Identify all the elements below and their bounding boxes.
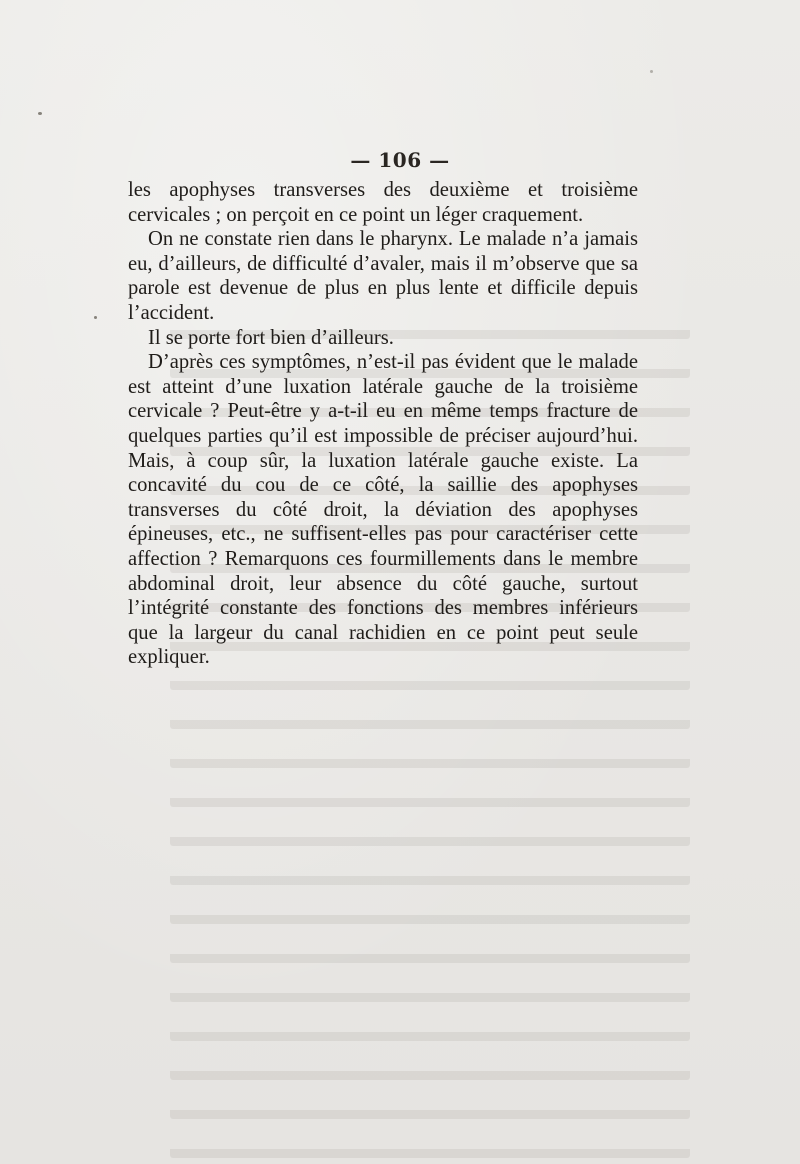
paper-speck [94,316,97,319]
page-number: — 106 — [350,148,450,172]
paragraph-4: D’après ces symptômes, n’est-il pas évident que le malade est atteint d’une luxation latérale gauche de la troisième cervicale ? Peut-être y a-t-il eu en même temps fracture de quelques parties qu’il est impossible de préciser aujourd’hui. Mais, à coup sûr, la luxation latérale gauche existe. La concavité du cou de ce côté, la saillie des apophyses transverses du côté droit, la déviation des apophyses épineuses, etc., ne suffisent-elles pas pour caractériser cette affection ? Remarquons ces fourmillements dans le membre abdominal droit, leur absence du côté gauche, surtout l’intégrité constante des fonctions des membres inférieurs que la largeur du canal rachidien en ce point peut seule expliquer. [128,351,638,669]
paper-speck [38,112,42,115]
paper-speck [650,70,653,73]
paragraph-3: Il se porte fort bien d’ailleurs. [148,326,394,349]
body-text [128,178,638,670]
paragraph-1: les apophyses transverses des deuxième et troisième cervicales ; on perçoit en ce point un léger craquement. [128,179,638,226]
paragraph-2: On ne constate rien dans le pharynx. Le malade n’a jamais eu, d’ailleurs, de difficulté d’avaler, mais il m’observe que sa parole est devenue de plus en plus lente et difficile depuis l’accident. [128,228,638,324]
